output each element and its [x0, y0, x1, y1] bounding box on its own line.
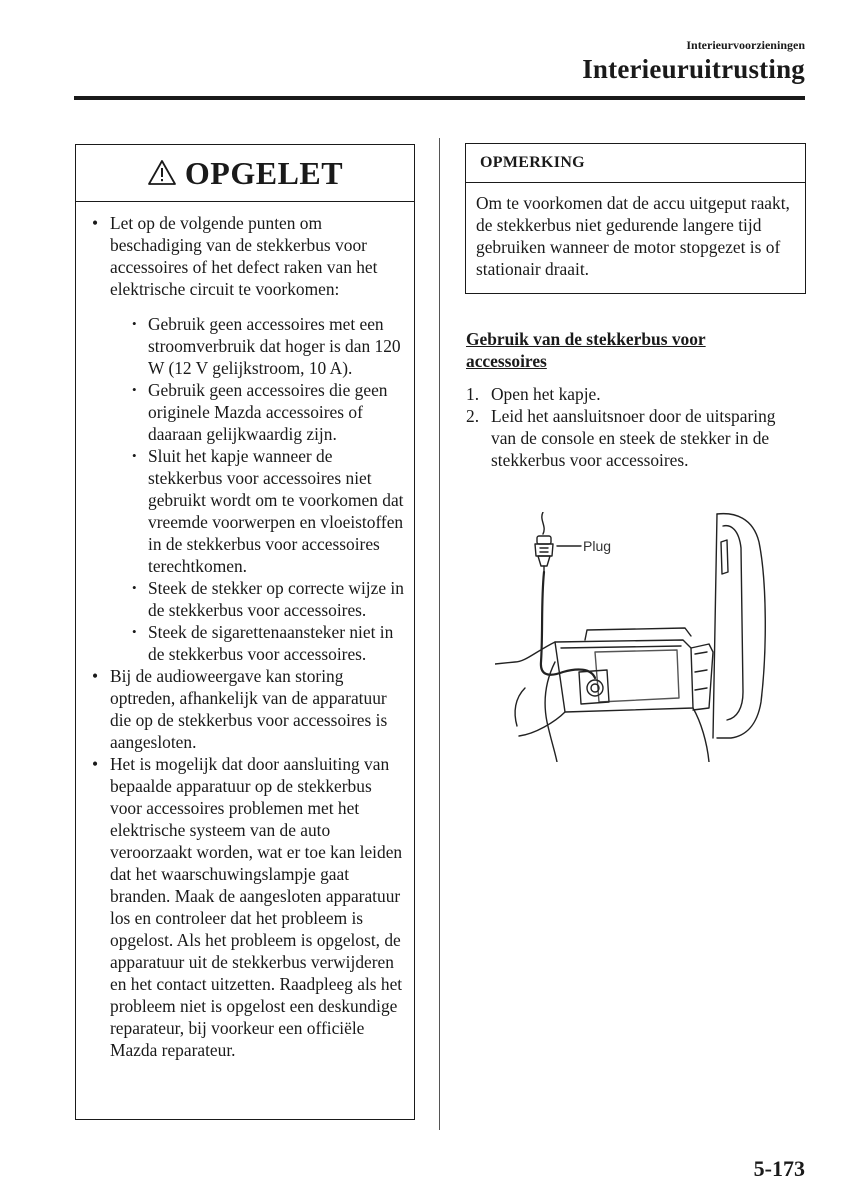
caution-sub-item: • Gebruik geen accessoires met een stroomverbruik dat hoger is dan 120 W (12 V gelijkstroom, 10 A). [110, 313, 404, 379]
step-item [466, 383, 786, 405]
caution-sub-item: • Sluit het kapje wanneer de stekkerbus voor accessoires niet gebruikt wordt om te voorkomen dat vreemde voorwerpen en vloeistoffen in de stekkerbus voor accessoires terechtkomen. [110, 445, 404, 577]
page-title: Interieuruitrusting [582, 54, 805, 84]
caution-item: • Het is mogelijk dat door aansluiting van bepaalde apparatuur op de stekkerbus voor accessoires problemen met het elektrische systeem van de auto veroorzaakt worden, wat er toe kan leiden dat het waarschuwingslampje gaat branden. Maak de aangesloten apparatuur los en controleer dat het probleem is opgelost. Als het probleem is opgelost, de apparatuur uit de stekkerbus verwijderen en het contact uitzetten. Raadpleeg als het probleem niet is opgelost een deskundige reparateur, bij voorkeur een officiële Mazda reparateur. [90, 753, 404, 1061]
plug-label: Plug [583, 538, 612, 554]
step-text: Open het kapje. [491, 384, 601, 404]
caution-item: • Bij de audioweergave kan storing optreden, afhankelijk van de apparatuur die op de stekkerbus voor accessoires is aangesloten. [90, 665, 404, 753]
caution-body [76, 202, 414, 1061]
caution-box [75, 144, 415, 1120]
steps-list [466, 383, 786, 471]
plug-icon [535, 536, 553, 572]
caution-sub-item: • Steek de sigarettenaansteker niet in de stekkerbus voor accessoires. [110, 621, 404, 665]
header-divider [74, 96, 805, 100]
caution-sub-item: • Steek de stekker op correcte wijze in de stekkerbus voor accessoires. [110, 577, 404, 621]
step-number: 2. [466, 406, 480, 426]
step-item [466, 405, 786, 471]
caution-item [90, 212, 404, 665]
header-section: Interieurvoorzieningen [686, 38, 805, 52]
note-title: OPMERKING [466, 144, 805, 183]
column-divider [439, 138, 440, 1130]
caution-header [76, 145, 414, 202]
warning-triangle-icon [147, 159, 177, 187]
step-text: Leid het aansluitsnoer door de uitsparing van de console en steek de stekker in de stekkerbus voor accessoires. [491, 406, 776, 470]
note-box [465, 143, 806, 294]
caution-item-text: Let op de volgende punten om beschadiging van de stekkerbus voor accessoires of het defect raken van het elektrische circuit te voorkomen: [110, 213, 378, 299]
caution-sub-list [110, 313, 404, 665]
note-text: Om te voorkomen dat de accu uitgeput raakt, de stekkerbus niet gedurende langere tijd gebruiken wanneer de motor stopgezet is of stationair draait. [476, 193, 790, 279]
caution-title: OPGELET [184, 154, 344, 191]
section-heading: Gebruik van de stekkerbus voor accessoires [466, 329, 706, 371]
accessory-socket-illustration [495, 512, 775, 762]
caution-sub-item: • Gebruik geen accessoires die geen originele Mazda accessoires of daaraan gelijkwaardig zijn. [110, 379, 404, 445]
step-number: 1. [466, 384, 480, 404]
page-number: 5-173 [753, 1156, 805, 1181]
cord-top [542, 512, 544, 534]
